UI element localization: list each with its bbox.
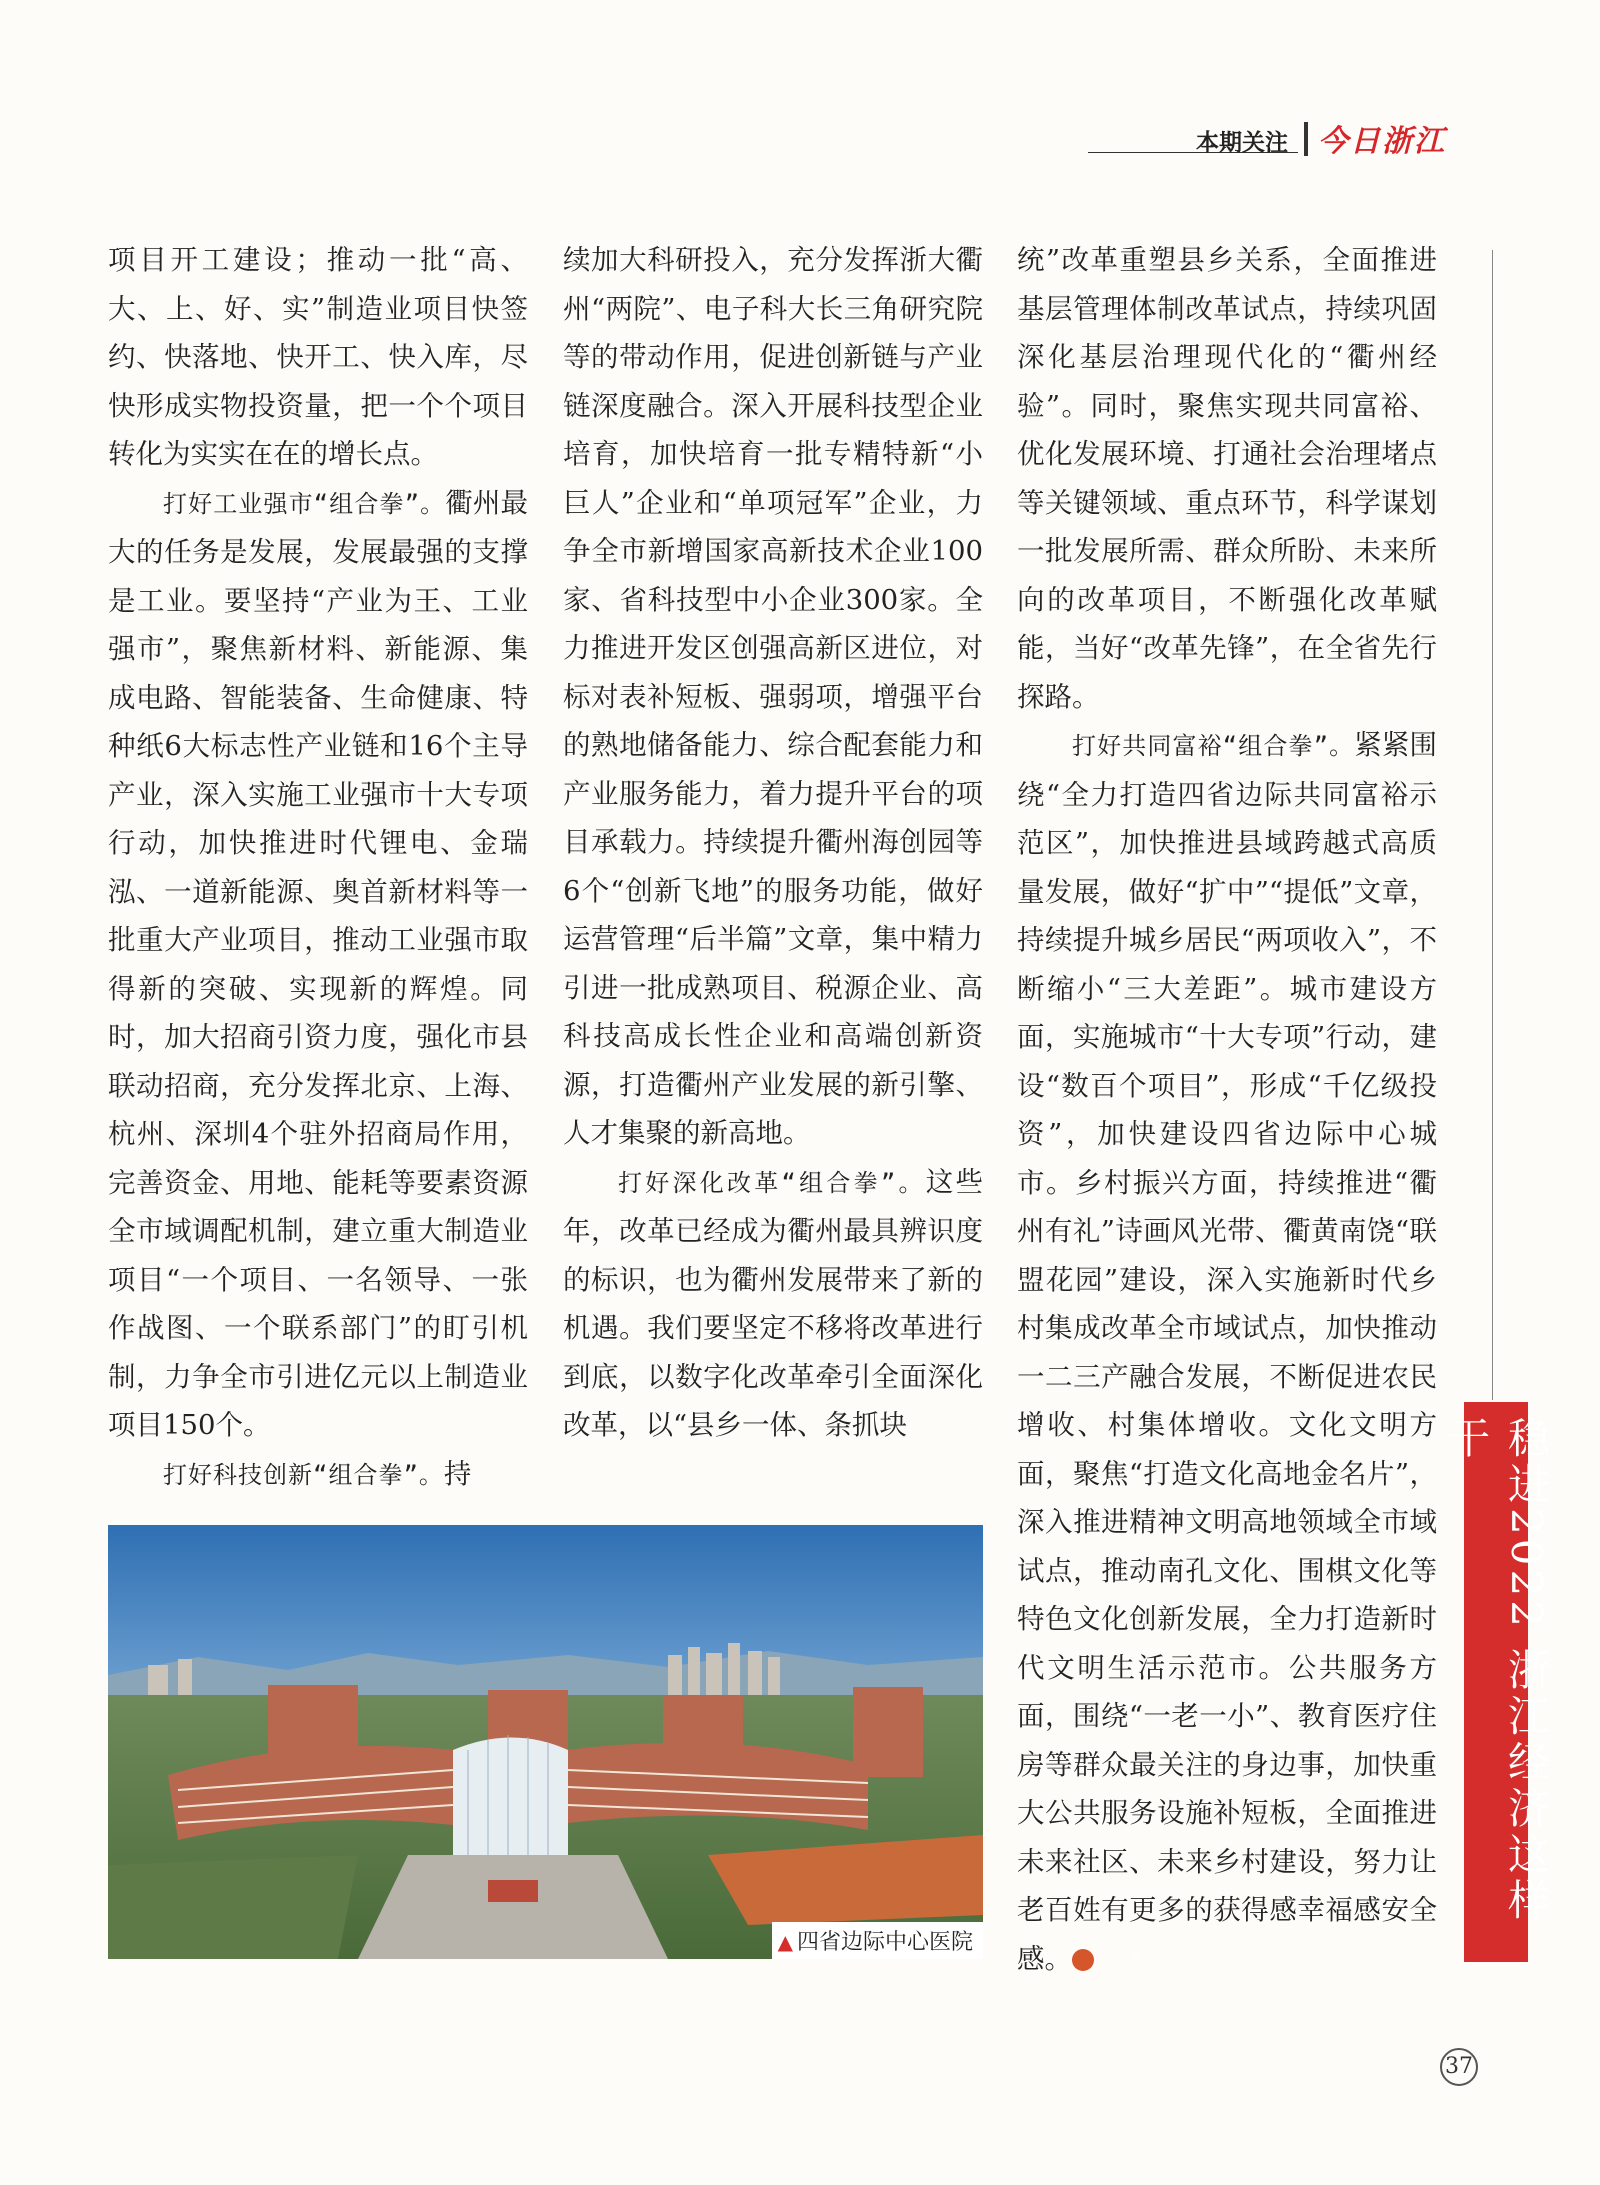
paragraph <box>1017 721 1437 1983</box>
section-heading: 打好工业强市“组合拳”。 <box>163 489 446 518</box>
text-column-3 <box>1017 236 1437 1983</box>
paragraph <box>108 479 528 1450</box>
paragraph-body: 持 <box>443 1457 472 1490</box>
text-column-1 <box>108 236 528 1499</box>
section-heading: 打好深化改革“组合拳”。 <box>618 1168 926 1197</box>
caption-text: 四省边际中心医院 <box>796 1930 973 1955</box>
header-divider <box>1304 122 1308 156</box>
paragraph <box>563 1158 983 1450</box>
paragraph: 项目开工建设；推动一批“高、大、上、好、实”制造业项目快签约、快落地、快开工、快入库，尽快形成实物投资量，把一个个项目转化为实实在在的增长点。 <box>108 244 528 470</box>
text-column-2 <box>563 236 983 1450</box>
hospital-photo <box>108 1525 983 1959</box>
section-heading: 打好共同富裕“组合拳”。 <box>1072 732 1355 760</box>
side-banner-text: 稳进2022 浙江经济这样干 <box>1442 1416 1551 1925</box>
magazine-logo: 今日浙江 <box>1318 124 1446 159</box>
paragraph-body: 衢州最大的任务是发展，发展最强的支撑是工业。要坚持“产业为王、工业强市”，聚焦新材料、新能源、集成电路、智能装备、生命健康、特种纸6大标志性产业链和16个主导产业，深入实施工业强市十大专项行动，加快推进时代锂电、金瑞泓、一道新能源、奥首新材料等一批重大产业项目，推动工业强市取得新的突破、实现新的辉煌。同时，加大招商引资力度，强化市县联动招商，充分发挥北京、上海、杭州、深圳4个驻外招商局作用，完善资金、用地、能耗等要素资源全市域调配机制，建立重大制造业项目“一个项目、一名领导、一张作战图、一个联系部门”的盯引机制，力争全市引进亿元以上制造业项目150个。 <box>108 486 528 1441</box>
paragraph-body: 紧紧围绕“全力打造四省边际共同富裕示范区”，加快推进县域跨越式高质量发展，做好“扩中”“提低”文章，持续提升城乡居民“两项收入”，不断缩小“三大差距”。城市建设方面，实施城市“十大专项”行动，建设“数百个项目”，形成“千亿级投资”，加快建设四省边际中心城市。乡村振兴方面，持续推进“衢州有礼”诗画风光带、衢黄南饶“联盟花园”建设，深入实施新时代乡村集成改革全市域试点，加快推动一二三产融合发展，不断促进农民增收、村集体增收。文化文明方面，聚焦“打造文化高地金名片”，深入推进精神文明高地领域全市域试点，推动南孔文化、围棋文化等特色文化创新发展，全力打造新时代文明生活示范市。公共服务方面，围绕“一老一小”、教育医疗住房等群众最关注的身边事，加快重大公共服务设施补短板，全面推进未来社区、未来乡村建设，努力让老百姓有更多的获得感幸福感安全感。 <box>1017 729 1437 1975</box>
page-number: 37 <box>1440 2048 1478 2086</box>
photo-caption <box>772 1922 983 1959</box>
column-rule <box>1492 250 1493 1400</box>
section-heading: 打好科技创新“组合拳”。 <box>163 1460 444 1489</box>
paragraph-body: 这些年，改革已经成为衢州最具辨识度的标识，也为衢州发展带来了新的机遇。我们要坚定不移将改革进行到底，以数字化改革牵引全面深化改革，以“县乡一体、条抓块 <box>563 1165 984 1441</box>
paragraph: 续加大科研投入，充分发挥浙大衢州“两院”、电子科大长三角研究院等的带动作用，促进创新链与产业链深度融合。深入开展科技型企业培育，加快培育一批专精特新“小巨人”企业和“单项冠军”企业，力争全市新增国家高新技术企业100家、省科技型中小企业300家。全力推进开发区创强高新区进位，对标对表补短板、强弱项，增强平台的熟地储备能力、综合配套能力和产业服务能力，着力提升平台的项目承载力。持续提升衢州海创园等6个“创新飞地”的服务功能，做好运营管理“后半篇”文章，集中精力引进一批成熟项目、税源企业、高科技高成长性企业和高端创新资源，打造衢州产业发展的新引擎、人才集聚的新高地。 <box>563 244 983 1149</box>
hospital-aerial-image <box>108 1525 983 1959</box>
paragraph: 统”改革重塑县乡关系，全面推进基层管理体制改革试点，持续巩固深化基层治理现代化的“衢州经验”。同时，聚焦实现共同富裕、优化发展环境、打通社会治理堵点等关键领域、重点环节，科学谋划一批发展所需、群众所盼、未来所向的改革项目，不断强化改革赋能，当好“改革先锋”，在全省先行探路。 <box>1017 244 1437 713</box>
side-banner <box>1442 1402 1551 1962</box>
caption-triangle-icon: ▲ <box>777 1930 793 1954</box>
section-label: 本期关注 <box>1196 130 1288 156</box>
end-mark-icon: 今 <box>1072 1949 1094 1971</box>
paragraph <box>108 1450 528 1500</box>
